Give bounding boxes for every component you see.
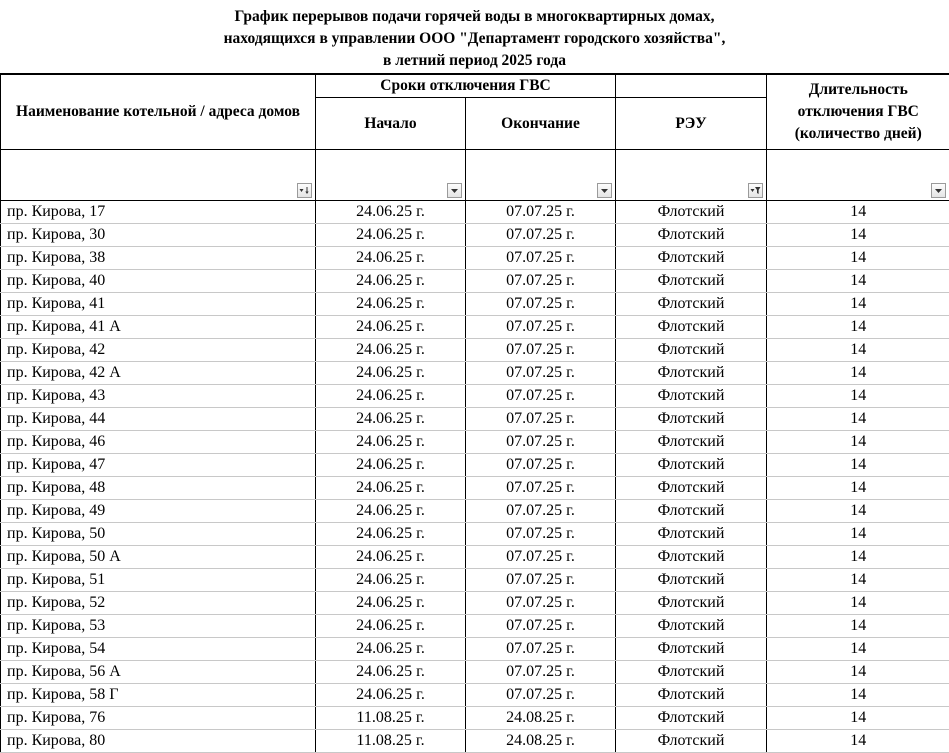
- cell-address[interactable]: пр. Кирова, 30: [1, 224, 316, 247]
- filter-cell-start: [316, 150, 466, 201]
- cell-address[interactable]: пр. Кирова, 51: [1, 569, 316, 592]
- cell-start[interactable]: 24.06.25 г.: [316, 523, 466, 546]
- table-row: [1, 615, 949, 638]
- cell-end[interactable]: 07.07.25 г.: [466, 661, 616, 684]
- cell-end[interactable]: 07.07.25 г.: [466, 408, 616, 431]
- cell-start[interactable]: 24.06.25 г.: [316, 546, 466, 569]
- cell-rau[interactable]: Флотский: [616, 615, 767, 638]
- filter-dropdown-icon[interactable]: [597, 183, 612, 198]
- cell-days[interactable]: 14: [767, 730, 949, 753]
- cell-start[interactable]: 24.06.25 г.: [316, 431, 466, 454]
- filter-active-funnel-icon[interactable]: [748, 183, 763, 198]
- cell-start[interactable]: 24.06.25 г.: [316, 592, 466, 615]
- cell-address[interactable]: пр. Кирова, 40: [1, 270, 316, 293]
- table-row: [1, 408, 949, 431]
- table-row: [1, 431, 949, 454]
- cell-rau[interactable]: Флотский: [616, 385, 767, 408]
- cell-end[interactable]: 07.07.25 г.: [466, 316, 616, 339]
- cell-address[interactable]: пр. Кирова, 17: [1, 201, 316, 224]
- cell-end[interactable]: 07.07.25 г.: [466, 293, 616, 316]
- cell-address[interactable]: пр. Кирова, 53: [1, 615, 316, 638]
- cell-end[interactable]: 07.07.25 г.: [466, 523, 616, 546]
- cell-start[interactable]: 24.06.25 г.: [316, 362, 466, 385]
- table-row: [1, 546, 949, 569]
- cell-end[interactable]: 07.07.25 г.: [466, 247, 616, 270]
- cell-start[interactable]: 24.06.25 г.: [316, 339, 466, 362]
- table-row: [1, 362, 949, 385]
- cell-days[interactable]: 14: [767, 316, 949, 339]
- cell-rau[interactable]: Флотский: [616, 247, 767, 270]
- cell-end[interactable]: 07.07.25 г.: [466, 569, 616, 592]
- cell-rau[interactable]: Флотский: [616, 500, 767, 523]
- cell-address[interactable]: пр. Кирова, 54: [1, 638, 316, 661]
- table-row: [1, 592, 949, 615]
- cell-start[interactable]: 24.06.25 г.: [316, 270, 466, 293]
- cell-end[interactable]: 07.07.25 г.: [466, 546, 616, 569]
- cell-address[interactable]: пр. Кирова, 50 А: [1, 546, 316, 569]
- cell-address[interactable]: пр. Кирова, 80: [1, 730, 316, 753]
- cell-rau[interactable]: Флотский: [616, 339, 767, 362]
- cell-start[interactable]: 24.06.25 г.: [316, 316, 466, 339]
- cell-rau[interactable]: Флотский: [616, 569, 767, 592]
- column-header-rau[interactable]: РЭУ: [616, 98, 767, 150]
- cell-end[interactable]: 07.07.25 г.: [466, 201, 616, 224]
- cell-rau[interactable]: Флотский: [616, 293, 767, 316]
- cell-end[interactable]: 07.07.25 г.: [466, 385, 616, 408]
- cell-address[interactable]: пр. Кирова, 56 А: [1, 661, 316, 684]
- cell-end[interactable]: 07.07.25 г.: [466, 592, 616, 615]
- table-row: [1, 661, 949, 684]
- table-row: [1, 500, 949, 523]
- table-row: [1, 247, 949, 270]
- cell-start[interactable]: 24.06.25 г.: [316, 500, 466, 523]
- cell-days[interactable]: 14: [767, 592, 949, 615]
- cell-start[interactable]: 24.06.25 г.: [316, 638, 466, 661]
- schedule-table: [0, 74, 949, 753]
- cell-start[interactable]: 11.08.25 г.: [316, 707, 466, 730]
- cell-days[interactable]: 14: [767, 454, 949, 477]
- cell-days[interactable]: 14: [767, 385, 949, 408]
- cell-end[interactable]: 07.07.25 г.: [466, 638, 616, 661]
- cell-rau[interactable]: Флотский: [616, 638, 767, 661]
- title-line-1: График перерывов подачи горячей воды в многоквартирных домах,: [0, 6, 949, 28]
- cell-end[interactable]: 24.08.25 г.: [466, 707, 616, 730]
- filter-cell-name: [1, 150, 316, 201]
- cell-rau[interactable]: Флотский: [616, 408, 767, 431]
- cell-rau[interactable]: Флотский: [616, 316, 767, 339]
- cell-days[interactable]: 14: [767, 661, 949, 684]
- cell-address[interactable]: пр. Кирова, 50: [1, 523, 316, 546]
- cell-address[interactable]: пр. Кирова, 52: [1, 592, 316, 615]
- cell-days[interactable]: 14: [767, 362, 949, 385]
- cell-rau[interactable]: Флотский: [616, 661, 767, 684]
- cell-address[interactable]: пр. Кирова, 41 А: [1, 316, 316, 339]
- cell-address[interactable]: пр. Кирова, 42: [1, 339, 316, 362]
- table-row: [1, 201, 949, 224]
- column-group-period[interactable]: Сроки отключения ГВС: [316, 75, 616, 98]
- column-header-rau-top[interactable]: [616, 75, 767, 98]
- table-row: [1, 454, 949, 477]
- cell-address[interactable]: пр. Кирова, 76: [1, 707, 316, 730]
- filter-dropdown-icon[interactable]: [447, 183, 462, 198]
- table-row: [1, 270, 949, 293]
- table-row: [1, 684, 949, 707]
- table-row: [1, 316, 949, 339]
- cell-days[interactable]: 14: [767, 500, 949, 523]
- cell-start[interactable]: 24.06.25 г.: [316, 224, 466, 247]
- cell-end[interactable]: 07.07.25 г.: [466, 224, 616, 247]
- cell-start[interactable]: 24.06.25 г.: [316, 293, 466, 316]
- cell-end[interactable]: 07.07.25 г.: [466, 362, 616, 385]
- cell-address[interactable]: пр. Кирова, 47: [1, 454, 316, 477]
- cell-rau[interactable]: Флотский: [616, 270, 767, 293]
- cell-days[interactable]: 14: [767, 707, 949, 730]
- table-row: [1, 730, 949, 753]
- cell-days[interactable]: 14: [767, 293, 949, 316]
- table-row: [1, 339, 949, 362]
- cell-address[interactable]: пр. Кирова, 58 Г: [1, 684, 316, 707]
- cell-rau[interactable]: Флотский: [616, 362, 767, 385]
- table-row: [1, 293, 949, 316]
- cell-rau[interactable]: Флотский: [616, 546, 767, 569]
- column-header-end[interactable]: Окончание: [466, 98, 616, 150]
- cell-address[interactable]: пр. Кирова, 44: [1, 408, 316, 431]
- cell-end[interactable]: 07.07.25 г.: [466, 339, 616, 362]
- table-row: [1, 569, 949, 592]
- column-header-start[interactable]: Начало: [316, 98, 466, 150]
- cell-rau[interactable]: Флотский: [616, 707, 767, 730]
- cell-rau[interactable]: Флотский: [616, 224, 767, 247]
- cell-rau[interactable]: Флотский: [616, 431, 767, 454]
- table-row: [1, 523, 949, 546]
- cell-days[interactable]: 14: [767, 569, 949, 592]
- cell-end[interactable]: 07.07.25 г.: [466, 500, 616, 523]
- cell-address[interactable]: пр. Кирова, 46: [1, 431, 316, 454]
- cell-days[interactable]: 14: [767, 201, 949, 224]
- cell-end[interactable]: 07.07.25 г.: [466, 454, 616, 477]
- filter-cell-rau: [616, 150, 767, 201]
- cell-address[interactable]: пр. Кирова, 49: [1, 500, 316, 523]
- column-header-name[interactable]: Наименование котельной / адреса домов: [1, 75, 316, 150]
- cell-address[interactable]: пр. Кирова, 43: [1, 385, 316, 408]
- table-row: [1, 224, 949, 247]
- cell-days[interactable]: 14: [767, 546, 949, 569]
- cell-address[interactable]: пр. Кирова, 41: [1, 293, 316, 316]
- cell-end[interactable]: 07.07.25 г.: [466, 270, 616, 293]
- cell-rau[interactable]: Флотский: [616, 684, 767, 707]
- cell-rau[interactable]: Флотский: [616, 477, 767, 500]
- filter-dropdown-sorted-icon[interactable]: [297, 183, 312, 198]
- cell-start[interactable]: 24.06.25 г.: [316, 385, 466, 408]
- cell-days[interactable]: 14: [767, 339, 949, 362]
- filter-cell-duration: [767, 150, 949, 201]
- sheet-title: [0, 0, 949, 74]
- cell-days[interactable]: 14: [767, 523, 949, 546]
- title-line-2: находящихся в управлении ООО "Департамент городского хозяйства",: [0, 28, 949, 50]
- cell-end[interactable]: 07.07.25 г.: [466, 431, 616, 454]
- cell-rau[interactable]: Флотский: [616, 454, 767, 477]
- cell-days[interactable]: 14: [767, 615, 949, 638]
- cell-days[interactable]: 14: [767, 224, 949, 247]
- cell-rau[interactable]: Флотский: [616, 201, 767, 224]
- cell-rau[interactable]: Флотский: [616, 592, 767, 615]
- table-row: [1, 638, 949, 661]
- filter-cell-end: [466, 150, 616, 201]
- cell-days[interactable]: 14: [767, 270, 949, 293]
- cell-start[interactable]: 24.06.25 г.: [316, 569, 466, 592]
- cell-end[interactable]: 24.08.25 г.: [466, 730, 616, 753]
- filter-dropdown-icon[interactable]: [931, 183, 946, 198]
- cell-address[interactable]: пр. Кирова, 38: [1, 247, 316, 270]
- cell-rau[interactable]: Флотский: [616, 730, 767, 753]
- cell-days[interactable]: 14: [767, 431, 949, 454]
- cell-start[interactable]: 11.08.25 г.: [316, 730, 466, 753]
- cell-days[interactable]: 14: [767, 684, 949, 707]
- cell-days[interactable]: 14: [767, 247, 949, 270]
- column-header-duration[interactable]: Длительность отключения ГВС (количество дней): [767, 75, 949, 150]
- cell-start[interactable]: 24.06.25 г.: [316, 201, 466, 224]
- cell-end[interactable]: 07.07.25 г.: [466, 684, 616, 707]
- table-row: [1, 385, 949, 408]
- title-line-3: в летний период 2025 года: [0, 50, 949, 72]
- cell-start[interactable]: 24.06.25 г.: [316, 477, 466, 500]
- cell-start[interactable]: 24.06.25 г.: [316, 408, 466, 431]
- cell-start[interactable]: 24.06.25 г.: [316, 615, 466, 638]
- cell-rau[interactable]: Флотский: [616, 523, 767, 546]
- cell-start[interactable]: 24.06.25 г.: [316, 684, 466, 707]
- cell-end[interactable]: 07.07.25 г.: [466, 615, 616, 638]
- cell-start[interactable]: 24.06.25 г.: [316, 661, 466, 684]
- table-row: [1, 477, 949, 500]
- cell-days[interactable]: 14: [767, 408, 949, 431]
- cell-start[interactable]: 24.06.25 г.: [316, 247, 466, 270]
- cell-address[interactable]: пр. Кирова, 42 А: [1, 362, 316, 385]
- cell-address[interactable]: пр. Кирова, 48: [1, 477, 316, 500]
- cell-days[interactable]: 14: [767, 477, 949, 500]
- cell-end[interactable]: 07.07.25 г.: [466, 477, 616, 500]
- cell-start[interactable]: 24.06.25 г.: [316, 454, 466, 477]
- table-row: [1, 707, 949, 730]
- cell-days[interactable]: 14: [767, 638, 949, 661]
